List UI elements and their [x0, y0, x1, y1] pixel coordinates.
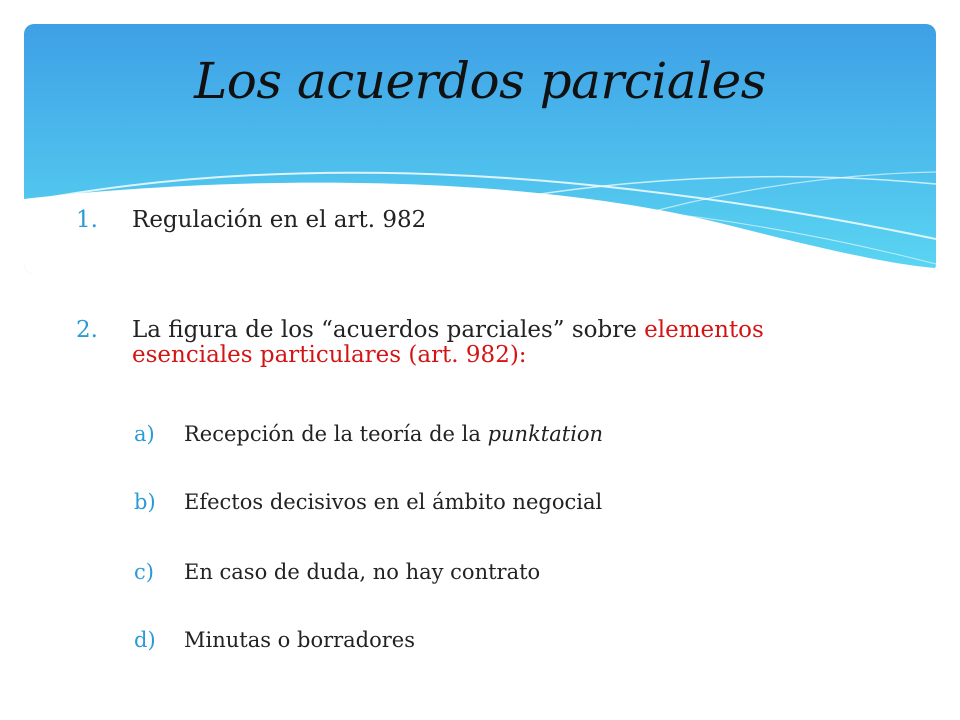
list-number: 1.: [76, 207, 98, 233]
sub-label: a): [134, 422, 155, 446]
sub-text: Minutas o borradores: [184, 628, 416, 652]
list-text-line-2: esenciales particulares (art. 982):: [132, 342, 527, 368]
sub-label: c): [134, 560, 154, 584]
sub-label: d): [134, 628, 156, 652]
sub-text: En caso de duda, no hay contrato: [184, 560, 541, 584]
sub-label: b): [134, 490, 156, 514]
list-item-2: [76, 318, 936, 378]
list-number: 2.: [76, 317, 98, 343]
list-text-line-1: La figura de los “acuerdos parciales” sobre elementos: [132, 317, 764, 343]
list-text: Regulación en el art. 982: [132, 207, 427, 233]
sub-text: Efectos decisivos en el ámbito negocial: [184, 490, 603, 514]
slide-title: Los acuerdos parciales: [194, 52, 766, 110]
sub-text: Recepción de la teoría de la punktation: [184, 422, 604, 446]
